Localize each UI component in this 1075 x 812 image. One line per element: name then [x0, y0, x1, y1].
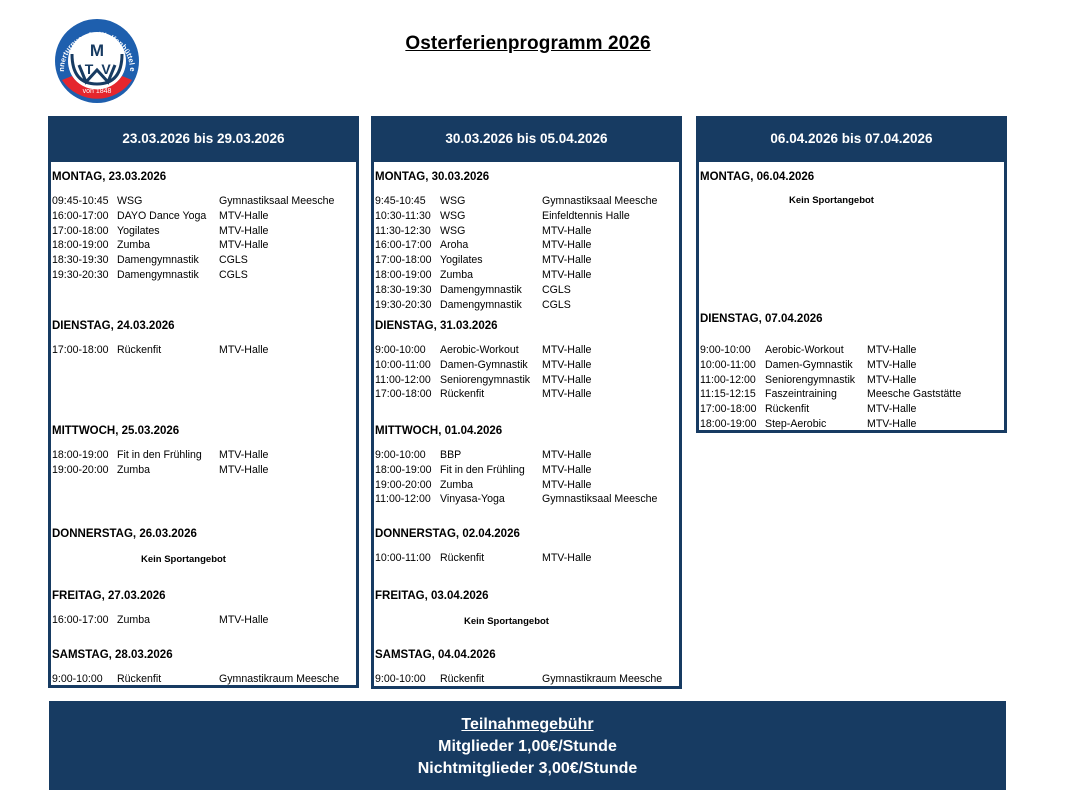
entry-place: MTV-Halle — [219, 209, 269, 222]
logo-letter-t: T — [84, 61, 94, 77]
schedule-row — [700, 387, 1004, 402]
entry-activity: Damengymnastik — [440, 298, 522, 311]
day-block — [375, 319, 679, 402]
logo-letter-m: M — [89, 41, 105, 60]
entry-activity: Vinyasa-Yoga — [440, 493, 505, 506]
entry-time: 9:00-10:00 — [375, 449, 426, 461]
schedule-row — [52, 343, 356, 358]
entry-place: MTV-Halle — [867, 344, 917, 356]
day-block — [375, 170, 679, 312]
schedule-row — [375, 298, 679, 313]
entry-activity: Zumba — [117, 614, 150, 626]
entry-place: MTV-Halle — [219, 224, 269, 237]
entry-time: 17:00-18:00 — [375, 254, 432, 267]
day-block — [52, 424, 356, 478]
entry-place: MTV-Halle — [542, 358, 592, 371]
entry-place: MTV-Halle — [219, 344, 269, 356]
entry-activity: Zumba — [440, 268, 473, 281]
entry-place: MTV-Halle — [867, 358, 917, 371]
entry-activity: WSG — [440, 224, 466, 237]
entry-time: 9:45-10:45 — [375, 195, 426, 207]
entry-place: MTV-Halle — [542, 268, 592, 281]
entry-time: 19:30-20:30 — [52, 268, 109, 281]
entry-activity: Rückenfit — [117, 344, 162, 356]
schedule-row — [52, 613, 356, 628]
entry-activity: Damengymnastik — [440, 283, 522, 296]
no-offer-note: Kein Sportangebot — [464, 616, 549, 627]
entry-time: 11:00-12:00 — [700, 373, 756, 386]
entry-activity: WSG — [117, 195, 143, 207]
week-column-1 — [48, 116, 359, 688]
day-block — [52, 319, 356, 358]
schedule-row — [700, 402, 1004, 417]
entry-place: CGLS — [219, 254, 248, 267]
entry-place: Einfeldtennis Halle — [542, 209, 630, 222]
week-header: 23.03.2026 bis 29.03.2026 — [122, 131, 285, 146]
entry-place: MTV-Halle — [542, 552, 592, 564]
entry-place: MTV-Halle — [219, 463, 269, 476]
entry-time: 9:00-10:00 — [700, 344, 751, 356]
schedule-row — [700, 373, 1004, 388]
entry-place: CGLS — [542, 298, 571, 311]
schedule-row — [375, 373, 679, 388]
schedule-row — [375, 268, 679, 283]
entry-place: MTV-Halle — [542, 373, 592, 386]
entry-time: 9:00-10:00 — [375, 344, 426, 356]
entry-time: 10:00-11:00 — [375, 552, 431, 564]
schedule-row — [375, 478, 679, 493]
day-block — [375, 527, 679, 566]
entry-place: Gymnastikraum Meesche — [542, 673, 663, 685]
schedule-row — [700, 343, 1004, 358]
day-block — [52, 527, 356, 567]
schedule-row — [52, 463, 356, 478]
week-column-3 — [696, 116, 1007, 433]
day-title: DIENSTAG, 07.04.2026 — [700, 313, 823, 325]
logo-letter-v: V — [101, 61, 111, 77]
schedule-row — [375, 238, 679, 253]
day-block — [52, 648, 356, 687]
logo-ring-text: nnerturnverein Wolfenbüttel e — [56, 29, 138, 72]
page-title: Osterferienprogramm 2026 — [405, 33, 651, 54]
entry-place: Meesche Gaststätte — [867, 388, 962, 401]
entry-time: 19:30-20:30 — [375, 298, 432, 311]
entry-time: 17:00-18:00 — [52, 344, 109, 356]
entry-activity: Aroha — [440, 239, 469, 252]
entry-time: 09:45-10:45 — [52, 195, 109, 207]
entry-time: 18:00-19:00 — [52, 239, 109, 252]
entry-place: Gymnastiksaal Meesche — [542, 493, 658, 506]
schedule-row — [52, 224, 356, 239]
day-title: MONTAG, 23.03.2026 — [52, 171, 167, 183]
schedule-row — [375, 224, 679, 239]
day-title: MITTWOCH, 01.04.2026 — [375, 425, 503, 437]
entry-time: 10:00-11:00 — [700, 358, 756, 371]
entry-time: 17:00-18:00 — [52, 224, 109, 237]
week-body — [51, 162, 356, 685]
logo-since-text: von 1848 — [82, 88, 112, 95]
day-title: MONTAG, 30.03.2026 — [375, 171, 490, 183]
entry-time: 18:00-19:00 — [375, 268, 432, 281]
day-block — [52, 170, 356, 283]
entry-place: CGLS — [219, 268, 248, 281]
day-title: SAMSTAG, 04.04.2026 — [375, 649, 496, 661]
entry-activity: Damengymnastik — [117, 268, 199, 281]
entry-time: 19:00-20:00 — [52, 463, 109, 476]
schedule-row — [375, 463, 679, 478]
entry-place: MTV-Halle — [219, 239, 269, 252]
entry-activity: Damengymnastik — [117, 254, 199, 267]
entry-place: Gymnastiksaal Meesche — [542, 195, 658, 207]
entry-activity: Rückenfit — [117, 673, 162, 685]
day-block — [375, 589, 679, 629]
entry-place: MTV-Halle — [542, 388, 592, 401]
day-title: FREITAG, 27.03.2026 — [52, 590, 166, 602]
entry-activity: Fit in den Frühling — [117, 449, 202, 461]
entry-activity: Damen-Gymnastik — [765, 358, 853, 371]
schedule-row — [375, 253, 679, 268]
entry-place: MTV-Halle — [867, 403, 917, 416]
entry-activity: Step-Aerobic — [765, 417, 827, 430]
day-block — [700, 312, 1004, 432]
entry-activity: Rückenfit — [440, 673, 485, 685]
entry-activity: WSG — [440, 209, 466, 222]
entry-place: Gymnastikraum Meesche — [219, 673, 340, 685]
week-header: 30.03.2026 bis 05.04.2026 — [445, 131, 608, 146]
entry-activity: Seniorengymnastik — [440, 373, 531, 386]
week-column-2 — [371, 116, 682, 689]
entry-time: 18:30-19:30 — [375, 283, 432, 296]
schedule-row — [375, 672, 679, 687]
week-body — [374, 162, 679, 686]
entry-place: CGLS — [542, 283, 571, 296]
entry-time: 17:00-18:00 — [700, 403, 757, 416]
schedule-row — [375, 194, 679, 209]
week-body — [699, 162, 1004, 430]
entry-time: 11:30-12:30 — [375, 224, 431, 237]
club-logo — [52, 18, 142, 104]
entry-time: 18:00-19:00 — [375, 463, 432, 476]
entry-place: MTV-Halle — [542, 239, 592, 252]
day-title: DONNERSTAG, 02.04.2026 — [375, 528, 520, 540]
entry-time: 9:00-10:00 — [52, 673, 103, 685]
entry-place: MTV-Halle — [867, 373, 917, 386]
schedule-row — [375, 283, 679, 298]
entry-activity: Damen-Gymnastik — [440, 358, 528, 371]
day-title: FREITAG, 03.04.2026 — [375, 590, 489, 602]
fee-non-members: Nichtmitglieder 3,00€/Stunde — [417, 760, 638, 777]
entry-place: MTV-Halle — [542, 224, 592, 237]
entry-activity: Rückenfit — [440, 388, 485, 401]
entry-time: 10:30-11:30 — [375, 209, 431, 222]
schedule-row — [375, 492, 679, 507]
day-block — [375, 648, 679, 687]
entry-activity: WSG — [440, 195, 466, 207]
entry-time: 17:00-18:00 — [375, 388, 432, 401]
entry-time: 16:00-17:00 — [52, 614, 109, 626]
entry-activity: Seniorengymnastik — [765, 373, 856, 386]
entry-time: 11:15-12:15 — [700, 388, 756, 401]
entry-activity: Rückenfit — [440, 552, 485, 564]
day-title: SAMSTAG, 28.03.2026 — [52, 649, 173, 661]
no-offer-note: Kein Sportangebot — [789, 195, 874, 206]
schedule-row — [700, 358, 1004, 373]
entry-activity: DAYO Dance Yoga — [117, 209, 207, 222]
schedule-row — [52, 672, 356, 687]
schedule-row — [700, 417, 1004, 432]
schedule-row — [52, 238, 356, 253]
entry-activity: Faszeintraining — [765, 388, 837, 401]
day-block — [52, 589, 356, 628]
entry-activity: BBP — [440, 449, 462, 461]
entry-place: MTV-Halle — [542, 449, 592, 461]
schedule-row — [52, 253, 356, 268]
entry-activity: Yogilates — [440, 254, 483, 267]
week-header: 06.04.2026 bis 07.04.2026 — [770, 131, 933, 146]
day-title: DIENSTAG, 31.03.2026 — [375, 320, 498, 332]
entry-activity: Aerobic-Workout — [440, 344, 519, 356]
entry-activity: Rückenfit — [765, 403, 810, 416]
entry-activity: Zumba — [117, 239, 150, 252]
entry-place: MTV-Halle — [219, 614, 269, 626]
entry-time: 19:00-20:00 — [375, 478, 432, 491]
entry-place: MTV-Halle — [542, 478, 592, 491]
entry-activity: Aerobic-Workout — [765, 344, 844, 356]
entry-time: 18:00-19:00 — [700, 417, 757, 430]
entry-time: 11:00-12:00 — [375, 373, 431, 386]
schedule-row — [375, 448, 679, 463]
schedule-row — [52, 268, 356, 283]
entry-activity: Yogilates — [117, 224, 160, 237]
schedule-row — [375, 551, 679, 566]
entry-place: MTV-Halle — [542, 344, 592, 356]
entry-time: 16:00-17:00 — [375, 239, 432, 252]
day-title: DONNERSTAG, 26.03.2026 — [52, 528, 197, 540]
fee-heading: Teilnahmegebühr — [461, 716, 594, 733]
schedule-row — [375, 358, 679, 373]
schedule-row — [52, 194, 356, 209]
fee-banner — [49, 701, 1006, 790]
entry-time: 11:00-12:00 — [375, 493, 431, 506]
fee-members: Mitglieder 1,00€/Stunde — [438, 738, 617, 755]
entry-place: MTV-Halle — [542, 463, 592, 476]
schedule-row — [375, 209, 679, 224]
day-title: MITTWOCH, 25.03.2026 — [52, 425, 180, 437]
entry-activity: Fit in den Frühling — [440, 463, 525, 476]
day-block — [375, 424, 679, 507]
day-title: DIENSTAG, 24.03.2026 — [52, 320, 175, 332]
schedule-row — [52, 448, 356, 463]
entry-time: 16:00-17:00 — [52, 209, 109, 222]
entry-place: MTV-Halle — [867, 417, 917, 430]
entry-activity: Zumba — [117, 463, 150, 476]
entry-place: Gymnastiksaal Meesche — [219, 195, 335, 207]
day-block — [700, 170, 1004, 208]
day-title: MONTAG, 06.04.2026 — [700, 171, 815, 183]
schedule-row — [52, 209, 356, 224]
schedule-row — [375, 343, 679, 358]
entry-place: MTV-Halle — [219, 449, 269, 461]
entry-activity: Zumba — [440, 478, 473, 491]
entry-time: 18:00-19:00 — [52, 449, 109, 461]
entry-time: 9:00-10:00 — [375, 673, 426, 685]
entry-time: 10:00-11:00 — [375, 358, 431, 371]
entry-place: MTV-Halle — [542, 254, 592, 267]
entry-time: 18:30-19:30 — [52, 254, 109, 267]
schedule-row — [375, 387, 679, 402]
no-offer-note: Kein Sportangebot — [141, 554, 226, 565]
